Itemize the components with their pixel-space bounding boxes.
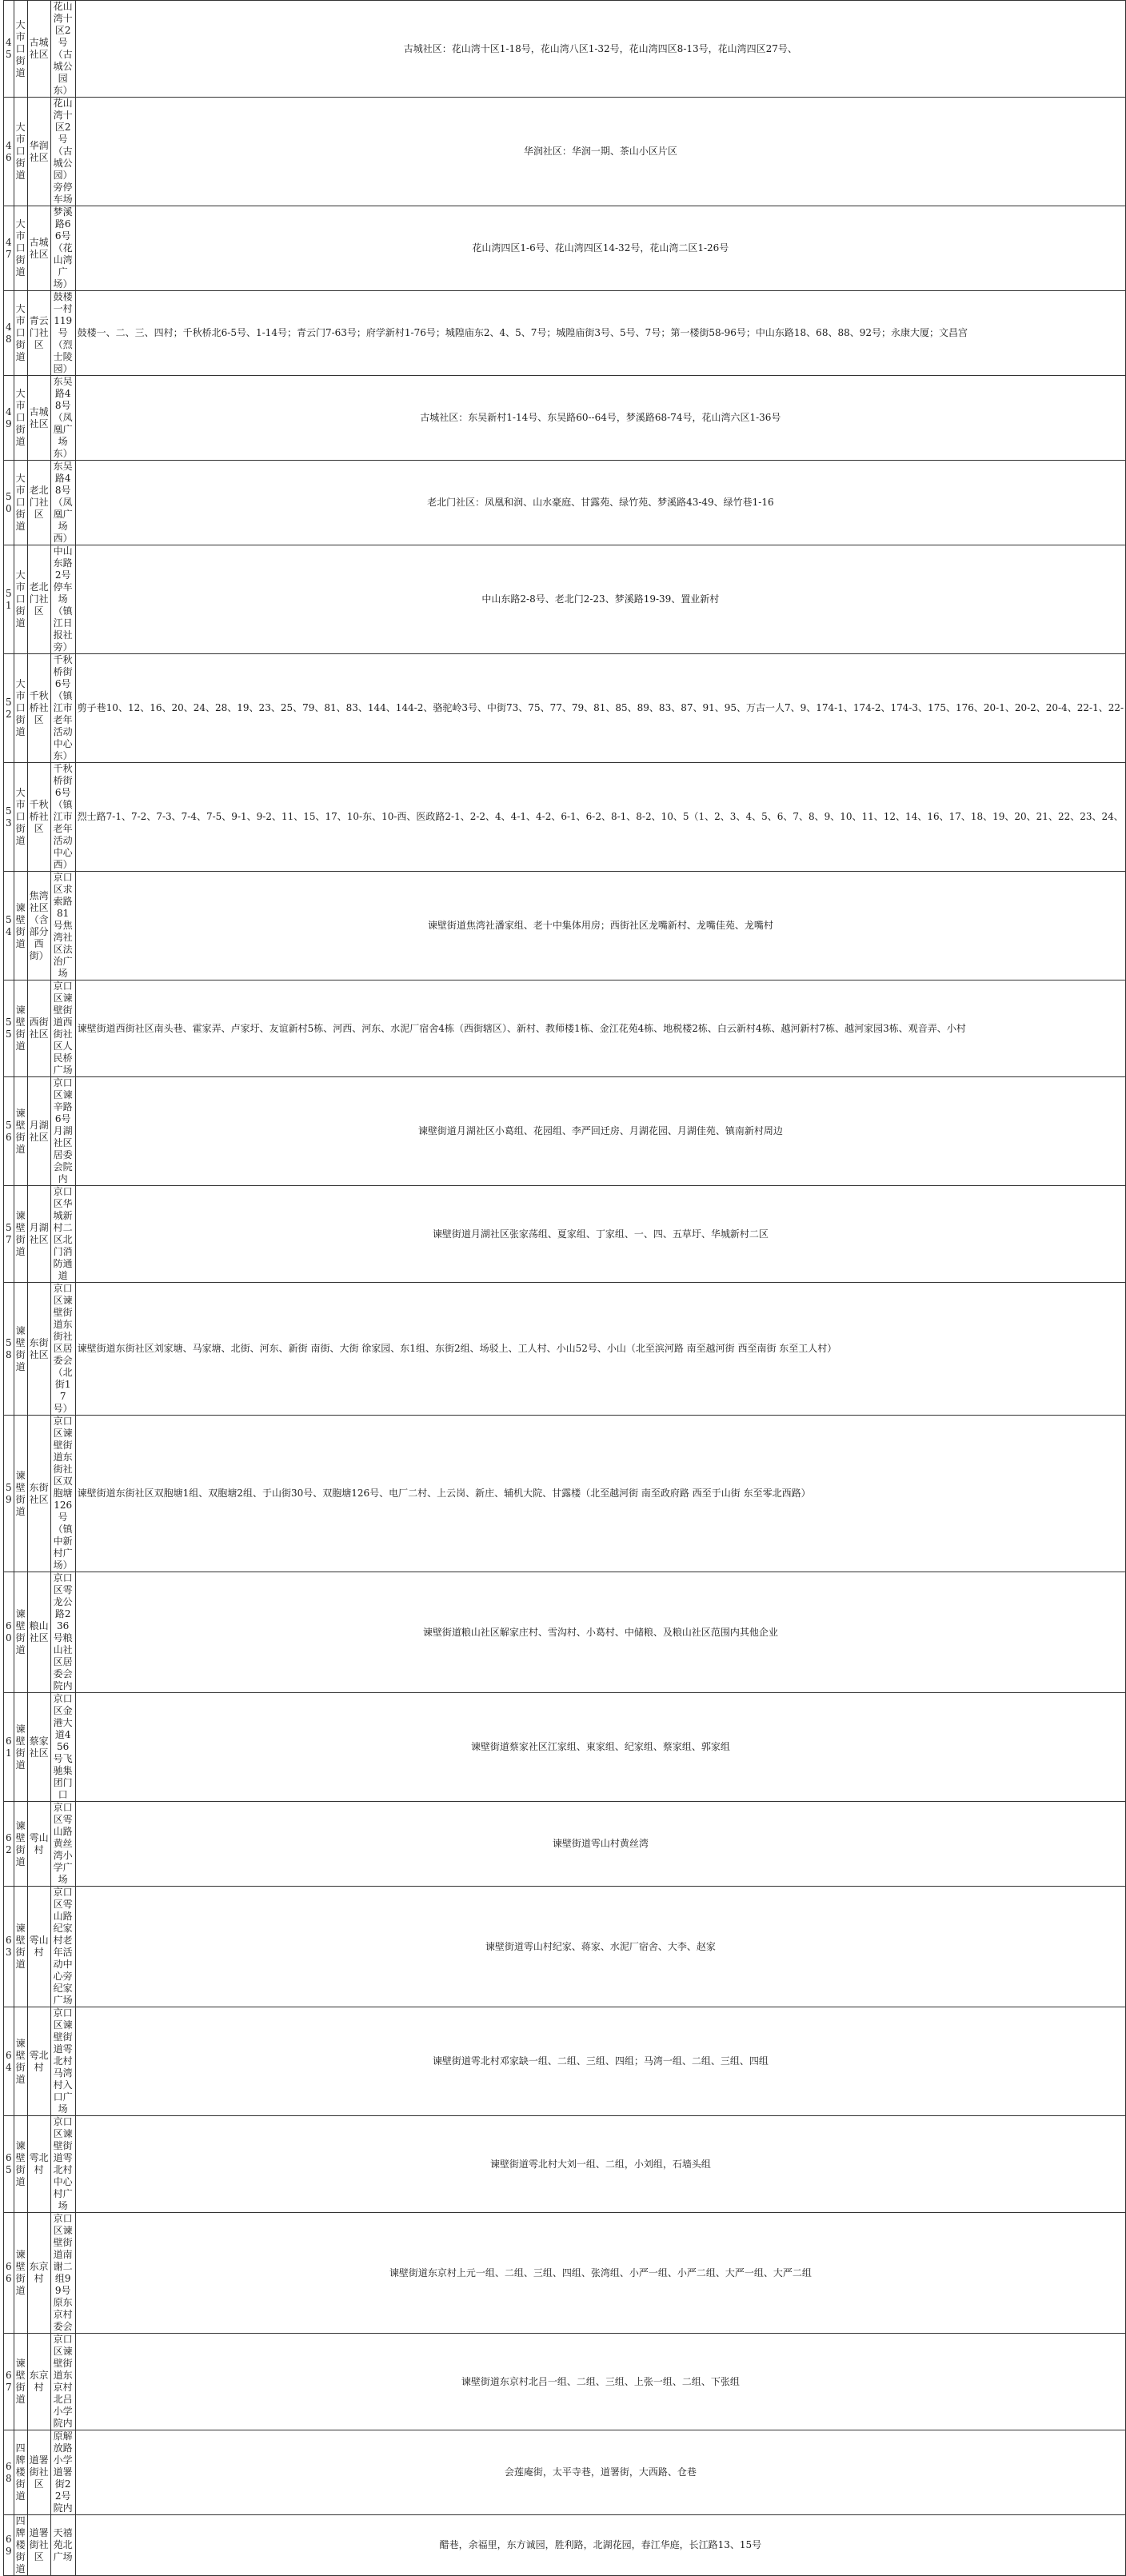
site-cell: 花山湾十区2号（古城公园东）: [50, 1, 75, 98]
row-number-cell: 59: [4, 1416, 14, 1572]
street-cell: 谏壁街道: [14, 1283, 27, 1416]
community-cell: 古城社区: [27, 206, 50, 291]
street-cell: 谏壁街道: [14, 1693, 27, 1802]
street-cell: 大市口街道: [14, 461, 27, 545]
row-number-cell: 60: [4, 1572, 14, 1693]
row-number-cell: 50: [4, 461, 14, 545]
street-cell: 大市口街道: [14, 206, 27, 291]
site-cell: 东吴路48号（凤凰广场东）: [50, 376, 75, 461]
coverage-area-cell: 谏壁街道月湖社区小葛组、花园组、李严回迁房、月湖花园、月湖佳苑、镇南新村周边: [75, 1077, 1125, 1186]
row-number-cell: 54: [4, 872, 14, 980]
table-row: [4, 763, 1126, 872]
community-cell: 雩北村: [27, 2116, 50, 2213]
community-cell: 月湖社区: [27, 1077, 50, 1186]
row-number-cell: 52: [4, 654, 14, 763]
site-cell: 京口区谏壁街道南谢二组99号原东京村委会: [50, 2213, 75, 2334]
coverage-area-cell: 谏壁街道蔡家社区江家组、東家组、纪家组、蔡家组、郭家组: [75, 1693, 1125, 1802]
row-number-cell: 65: [4, 2116, 14, 2213]
street-cell: 谏壁街道: [14, 2213, 27, 2334]
street-cell: 谏壁街道: [14, 1186, 27, 1283]
coverage-area-cell: 谏壁街道雩北村邓家缺一组、二组、三组、四组；马湾一组、二组、三组、四组: [75, 2007, 1125, 2116]
community-cell: 古城社区: [27, 1, 50, 98]
coverage-area-cell: 谏壁街道雩北村大刘一组、二组，小刘组，石墙头组: [75, 2116, 1125, 2213]
site-cell: 原解放路小学道署街22号院内: [50, 2430, 75, 2515]
street-cell: 谏壁街道: [14, 1802, 27, 1887]
site-cell: 京口区求索路81号焦湾社区法治广场: [50, 872, 75, 980]
community-cell: 蔡家社区: [27, 1693, 50, 1802]
row-number-cell: 51: [4, 545, 14, 654]
site-cell: 京口区谏壁街道东京村北吕小学院内: [50, 2334, 75, 2430]
table-row: [4, 2213, 1126, 2334]
street-cell: 谏壁街道: [14, 1887, 27, 2007]
row-number-cell: 49: [4, 376, 14, 461]
table-row: [4, 291, 1126, 376]
street-cell: 大市口街道: [14, 376, 27, 461]
site-cell: 京口区金港大道456号飞驰集团门口: [50, 1693, 75, 1802]
site-cell: 京口区雩山路黄丝湾小学广场: [50, 1802, 75, 1887]
street-cell: 谏壁街道: [14, 1572, 27, 1693]
street-cell: 谏壁街道: [14, 980, 27, 1077]
table-row: [4, 545, 1126, 654]
street-cell: 谏壁街道: [14, 872, 27, 980]
community-cell: 东街社区: [27, 1283, 50, 1416]
table-row: [4, 1077, 1126, 1186]
street-cell: 大市口街道: [14, 98, 27, 206]
table-row: [4, 1693, 1126, 1802]
community-cell: 千秋桥社区: [27, 763, 50, 872]
coverage-area-cell: 谏壁街道西街社区南头巷、霍家弄、卢家圩、友谊新村5栋、河西、河东、水泥厂宿舍4栋（西街辖区）、新村、教师楼1栋、金江花苑4栋、地税楼2栋、白云新村4栋、越河新村7栋、越河家园3栋、观音弄、小村: [75, 980, 1125, 1077]
coverage-area-cell: 谏壁街道粮山社区解家庄村、雪沟村、小葛村、中储粮、及粮山社区范围内其他企业: [75, 1572, 1125, 1693]
table-row: [4, 2116, 1126, 2213]
table-row: [4, 1416, 1126, 1572]
table-row: [4, 376, 1126, 461]
row-number-cell: 46: [4, 98, 14, 206]
coverage-area-cell: 鼓楼一、二、三、四村；千秋桥北6-5号、1-14号；青云门7-63号；府学新村1-76号；城隍庙东2、4、5、7号；城隍庙街3号、5号、7号；第一楼街58-96号；中山东路18、68、88、92号；永康大厦；文昌宫: [75, 291, 1125, 376]
table-row: [4, 1887, 1126, 2007]
table-row: [4, 206, 1126, 291]
community-cell: 月湖社区: [27, 1186, 50, 1283]
street-cell: 大市口街道: [14, 291, 27, 376]
site-cell: 千秋桥街6号（镇江市老年活动中心东）: [50, 654, 75, 763]
street-cell: 谏壁街道: [14, 2007, 27, 2116]
coverage-area-cell: 谏壁街道月湖社区张家荡组、夏家组、丁家组、一、四、五草圩、华城新村二区: [75, 1186, 1125, 1283]
coverage-area-cell: 谏壁街道东街社区刘家塘、马家塘、北街、河东、新街 南街、大街 徐家园、东1组、东街2组、场驳上、工人村、小山52号、小山（北至滨河路 南至越河街 西至南街 东至工人村）: [75, 1283, 1125, 1416]
data-table: [3, 0, 1126, 2576]
street-cell: 大市口街道: [14, 654, 27, 763]
row-number-cell: 56: [4, 1077, 14, 1186]
row-number-cell: 66: [4, 2213, 14, 2334]
community-cell: 古城社区: [27, 376, 50, 461]
coverage-area-cell: 谏壁街道东京村上元一组、二组、三组、四组、张湾组、小严一组、小严二组、大严一组、大严二组: [75, 2213, 1125, 2334]
community-cell: 华润社区: [27, 98, 50, 206]
site-cell: 花山湾十区2号（古城公园）旁停车场: [50, 98, 75, 206]
community-cell: 青云门社区: [27, 291, 50, 376]
row-number-cell: 61: [4, 1693, 14, 1802]
table-row: [4, 2007, 1126, 2116]
community-cell: 道署街社区: [27, 2430, 50, 2515]
coverage-area-cell: 古城社区：花山湾十区1-18号，花山湾八区1-32号，花山湾四区8-13号，花山湾四区27号、: [75, 1, 1125, 98]
site-cell: 京口区谏壁街道雩北村马湾村入口广场: [50, 2007, 75, 2116]
site-cell: 京口区谏壁街道西街社区人民桥广场: [50, 980, 75, 1077]
community-cell: 老北门社区: [27, 461, 50, 545]
street-cell: 大市口街道: [14, 545, 27, 654]
row-number-cell: 47: [4, 206, 14, 291]
coverage-area-cell: 谏壁街道雩山村纪家、蒋家、水泥厂宿舍、大李、赵家: [75, 1887, 1125, 2007]
site-cell: 京口区谏壁街道雩北村中心村广场: [50, 2116, 75, 2213]
table-row: [4, 872, 1126, 980]
site-cell: 千秋桥街6号（镇江市老年活动中心西）: [50, 763, 75, 872]
table-row: [4, 461, 1126, 545]
row-number-cell: 48: [4, 291, 14, 376]
row-number-cell: 68: [4, 2430, 14, 2515]
coverage-area-cell: 华润社区：华润一期、茶山小区片区: [75, 98, 1125, 206]
table-row: [4, 1, 1126, 98]
community-cell: 东京村: [27, 2213, 50, 2334]
coverage-area-cell: 花山湾四区1-6号、花山湾四区14-32号，花山湾二区1-26号: [75, 206, 1125, 291]
coverage-area-cell: 老北门社区：凤凰和润、山水豪庭、甘露苑、绿竹苑、梦溪路43-49、绿竹巷1-16: [75, 461, 1125, 545]
row-number-cell: 55: [4, 980, 14, 1077]
street-cell: 谏壁街道: [14, 1077, 27, 1186]
table-row: [4, 1186, 1126, 1283]
row-number-cell: 58: [4, 1283, 14, 1416]
coverage-area-cell: 中山东路2-8号、老北门2-23、梦溪路19-39、置业新村: [75, 545, 1125, 654]
street-cell: 四牌楼街道: [14, 2515, 27, 2576]
coverage-area-cell: 会莲庵街，太平寺巷，道署街，大西路、仓巷: [75, 2430, 1125, 2515]
table-row: [4, 2515, 1126, 2576]
table-row: [4, 98, 1126, 206]
row-number-cell: 63: [4, 1887, 14, 2007]
community-cell: 雩山村: [27, 1887, 50, 2007]
community-cell: 西街社区: [27, 980, 50, 1077]
row-number-cell: 57: [4, 1186, 14, 1283]
site-cell: 梦溪路66号（花山湾广场）: [50, 206, 75, 291]
community-cell: 千秋桥社区: [27, 654, 50, 763]
community-cell: 道署街社区: [27, 2515, 50, 2576]
table-row: [4, 654, 1126, 763]
table-row: [4, 1283, 1126, 1416]
coverage-area-cell: 烈士路7-1、7-2、7-3、7-4、7-5、9-1、9-2、11、15、17、10-东、10-西、医政路2-1、2-2、4、4-1、4-2、6-1、6-2、8-1、8-2、10、5（1、2、3、4、5、6、7、8、9、10、11、12、14、16、17、18、19、20、21、22、23、24、: [75, 763, 1125, 872]
site-cell: 京口区雩龙公路236号粮山社区居委会院内: [50, 1572, 75, 1693]
row-number-cell: 53: [4, 763, 14, 872]
community-cell: 老北门社区: [27, 545, 50, 654]
coverage-area-cell: 醋巷，余福里，东方诚园，胜利路，北湖花园，春江华庭，长江路13、15号: [75, 2515, 1125, 2576]
row-number-cell: 64: [4, 2007, 14, 2116]
row-number-cell: 69: [4, 2515, 14, 2576]
site-cell: 京口区谏壁街道东街社区居委会（北街17号）: [50, 1283, 75, 1416]
street-cell: 大市口街道: [14, 1, 27, 98]
community-cell: 雩山村: [27, 1802, 50, 1887]
site-cell: 京口区华城新村二区北门消防通道: [50, 1186, 75, 1283]
community-cell: 东京村: [27, 2334, 50, 2430]
table-row: [4, 2334, 1126, 2430]
row-number-cell: 45: [4, 1, 14, 98]
row-number-cell: 67: [4, 2334, 14, 2430]
street-cell: 大市口街道: [14, 763, 27, 872]
coverage-area-cell: 谏壁街道焦湾社潘家组、老十中集体用房；西街社区龙嘴新村、龙嘴佳苑、龙嘴村: [75, 872, 1125, 980]
street-cell: 谏壁街道: [14, 2334, 27, 2430]
site-cell: 京口区谏壁街道东街社区双胞塘126号（镇中新村广场）: [50, 1416, 75, 1572]
site-cell: 京口区雩山路纪家村老年活动中心旁纪家广场: [50, 1887, 75, 2007]
table-row: [4, 1572, 1126, 1693]
coverage-area-cell: 谏壁街道东京村北吕一组、二组、三组、上张一组、二组、下张组: [75, 2334, 1125, 2430]
street-cell: 四牌楼街道: [14, 2430, 27, 2515]
table-row: [4, 2430, 1126, 2515]
row-number-cell: 62: [4, 1802, 14, 1887]
table-row: [4, 980, 1126, 1077]
community-cell: 焦湾社区（含部分西街）: [27, 872, 50, 980]
community-cell: 雩北村: [27, 2007, 50, 2116]
community-cell: 粮山社区: [27, 1572, 50, 1693]
table-body: [4, 1, 1126, 2576]
street-cell: 谏壁街道: [14, 2116, 27, 2213]
site-cell: 中山东路2号停车场（镇江日报社旁）: [50, 545, 75, 654]
site-cell: 东吴路48号（凤凰广场西）: [50, 461, 75, 545]
coverage-area-cell: 剪子巷10、12、16、20、24、28、19、23、25、79、81、83、144、144-2、骆驼岭3号、中街73、75、77、79、81、85、89、83、87、91、95、万古一人7、9、174-1、174-2、174-3、175、176、20-1、20-2、20-4、22-1、22-: [75, 654, 1125, 763]
street-cell: 谏壁街道: [14, 1416, 27, 1572]
coverage-area-cell: 谏壁街道东街社区双胞塘1组、双胞塘2组、于山街30号、双胞塘126号、电厂二村、上云岗、新庄、辅机大院、甘露楼（北至越河街 南至政府路 西至于山街 东至零北西路）: [75, 1416, 1125, 1572]
coverage-area-cell: 古城社区：东吴新村1-14号、东吴路60--64号，梦溪路68-74号，花山湾六区1-36号: [75, 376, 1125, 461]
community-cell: 东街社区: [27, 1416, 50, 1572]
site-cell: 天禧苑北广场: [50, 2515, 75, 2576]
site-cell: 京口区谏辛路6号月湖社区居委会院内: [50, 1077, 75, 1186]
table-row: [4, 1802, 1126, 1887]
site-cell: 鼓楼一村119号（烈士陵园）: [50, 291, 75, 376]
coverage-area-cell: 谏壁街道雩山村黄丝湾: [75, 1802, 1125, 1887]
